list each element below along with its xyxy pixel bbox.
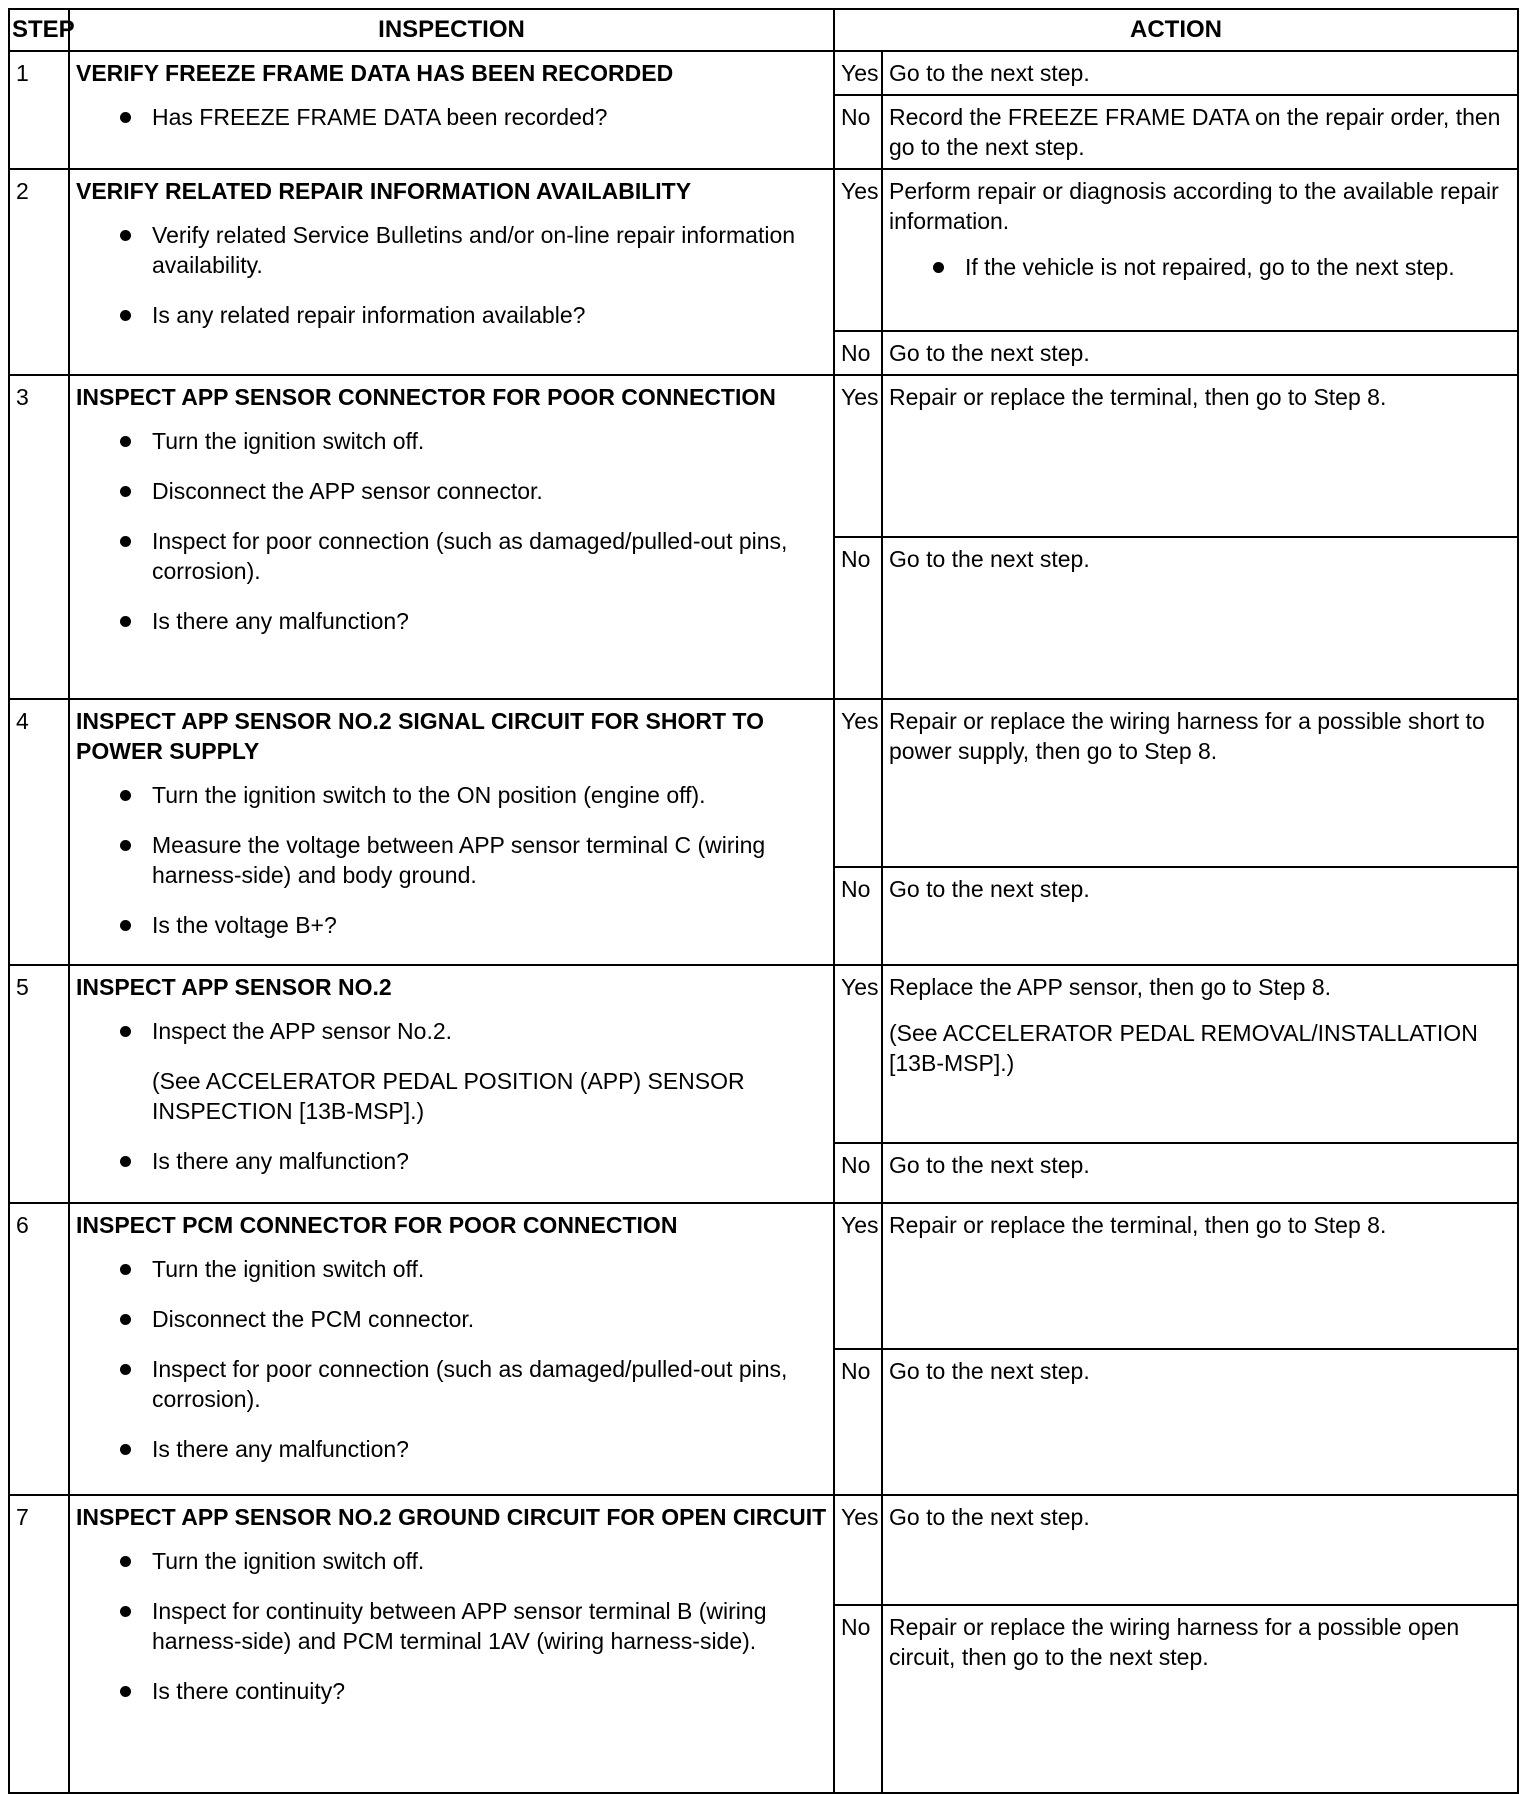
list-item: Turn the ignition switch off. — [76, 1254, 827, 1284]
no-action: Go to the next step. — [882, 1349, 1518, 1495]
bullet-icon — [120, 112, 131, 123]
step-number: 2 — [9, 169, 69, 375]
step-number: 5 — [9, 965, 69, 1203]
table-row — [9, 1203, 1518, 1349]
bullet-icon — [120, 790, 131, 801]
table-row — [9, 375, 1518, 537]
bullet-icon — [120, 840, 131, 851]
no-action: Go to the next step. — [882, 331, 1518, 375]
table-row — [9, 1495, 1518, 1605]
inspection-cell — [69, 169, 834, 375]
list-item: Turn the ignition switch off. — [76, 1546, 827, 1576]
step-title: VERIFY FREEZE FRAME DATA HAS BEEN RECORDED — [76, 60, 674, 86]
yes-label: Yes — [834, 1495, 882, 1605]
inspection-cell — [69, 51, 834, 169]
yes-action: Go to the next step. — [882, 51, 1518, 95]
list-item: Inspect for poor connection (such as damaged/pulled-out pins, corrosion). — [76, 526, 827, 586]
yes-action-cell — [882, 169, 1518, 331]
no-label: No — [834, 867, 882, 965]
step-title: INSPECT APP SENSOR CONNECTOR FOR POOR CONNECTION — [76, 384, 776, 410]
bullet-icon — [120, 486, 131, 497]
bullet-icon — [120, 1444, 131, 1455]
no-label: No — [834, 331, 882, 375]
list-item: Disconnect the APP sensor connector. — [76, 476, 827, 506]
list-item: Inspect for poor connection (such as damaged/pulled-out pins, corrosion). — [76, 1354, 827, 1414]
no-action: Go to the next step. — [882, 537, 1518, 699]
no-label: No — [834, 1349, 882, 1495]
inspection-cell — [69, 375, 834, 699]
step-number: 3 — [9, 375, 69, 699]
no-label: No — [834, 537, 882, 699]
step-number: 4 — [9, 699, 69, 965]
no-action: Record the FREEZE FRAME DATA on the repair order, then go to the next step. — [882, 95, 1518, 169]
yes-action: Replace the APP sensor, then go to Step 8. — [889, 974, 1331, 1000]
bullet-icon — [120, 1364, 131, 1375]
no-label: No — [834, 95, 882, 169]
table-row — [9, 965, 1518, 1143]
reference-note: (See ACCELERATOR PEDAL POSITION (APP) SENSOR INSPECTION [13B-MSP].) — [152, 1068, 745, 1124]
step-title: VERIFY RELATED REPAIR INFORMATION AVAILABILITY — [76, 178, 692, 204]
header-inspection: INSPECTION — [69, 9, 834, 51]
no-label: No — [834, 1143, 882, 1203]
header-action: ACTION — [834, 9, 1518, 51]
bullet-icon — [120, 1686, 131, 1697]
no-action: Go to the next step. — [882, 1143, 1518, 1203]
yes-label: Yes — [834, 375, 882, 537]
yes-action: Repair or replace the wiring harness for a possible short to power supply, then go to Step 8. — [882, 699, 1518, 867]
yes-action: Repair or replace the terminal, then go to Step 8. — [882, 375, 1518, 537]
yes-label: Yes — [834, 699, 882, 867]
bullet-icon — [120, 1556, 131, 1567]
bullet-icon — [120, 436, 131, 447]
yes-action-cell — [882, 965, 1518, 1143]
yes-action: Perform repair or diagnosis according to the available repair information. — [889, 178, 1499, 234]
table-row — [9, 51, 1518, 95]
yes-action: Go to the next step. — [882, 1495, 1518, 1605]
list-item: Verify related Service Bulletins and/or on-line repair information availability. — [76, 220, 827, 280]
list-item: Is there any malfunction? — [76, 1434, 827, 1464]
list-item: Inspect the APP sensor No.2. — [76, 1016, 827, 1046]
step-title: INSPECT APP SENSOR NO.2 — [76, 974, 392, 1000]
step-number: 6 — [9, 1203, 69, 1495]
list-item: If the vehicle is not repaired, go to the next step. — [889, 252, 1511, 282]
table-row — [9, 699, 1518, 867]
inspection-cell — [69, 699, 834, 965]
inspection-cell — [69, 965, 834, 1203]
bullet-icon — [120, 1264, 131, 1275]
list-item: Turn the ignition switch off. — [76, 426, 827, 456]
yes-label: Yes — [834, 169, 882, 331]
step-number: 1 — [9, 51, 69, 169]
yes-label: Yes — [834, 965, 882, 1143]
list-item: Is there any malfunction? — [76, 606, 827, 636]
step-title: INSPECT PCM CONNECTOR FOR POOR CONNECTION — [76, 1212, 678, 1238]
bullet-icon — [120, 1026, 131, 1037]
yes-action: Repair or replace the terminal, then go to Step 8. — [882, 1203, 1518, 1349]
no-action: Go to the next step. — [882, 867, 1518, 965]
bullet-icon — [120, 616, 131, 627]
list-item: Measure the voltage between APP sensor terminal C (wiring harness-side) and body ground. — [76, 830, 827, 890]
bullet-icon — [933, 262, 944, 273]
bullet-icon — [120, 920, 131, 931]
table-row — [9, 169, 1518, 331]
bullet-icon — [120, 1314, 131, 1325]
list-item: Has FREEZE FRAME DATA been recorded? — [76, 102, 827, 132]
reference-note: (See ACCELERATOR PEDAL REMOVAL/INSTALLATION [13B-MSP].) — [889, 1020, 1478, 1076]
bullet-icon — [120, 1606, 131, 1617]
step-number: 7 — [9, 1495, 69, 1793]
yes-label: Yes — [834, 1203, 882, 1349]
inspection-cell — [69, 1203, 834, 1495]
list-item: Is any related repair information available? — [76, 300, 827, 330]
bullet-icon — [120, 536, 131, 547]
list-item: Disconnect the PCM connector. — [76, 1304, 827, 1334]
list-item: Is there any malfunction? — [76, 1146, 827, 1176]
diagnostic-procedure-table — [8, 8, 1519, 1794]
list-item: Is the voltage B+? — [76, 910, 827, 940]
no-action: Repair or replace the wiring harness for a possible open circuit, then go to the next step. — [882, 1605, 1518, 1793]
list-item: Inspect for continuity between APP sensor terminal B (wiring harness-side) and PCM terminal 1AV (wiring harness-side). — [76, 1596, 827, 1656]
step-title: INSPECT APP SENSOR NO.2 SIGNAL CIRCUIT FOR SHORT TO POWER SUPPLY — [76, 708, 764, 764]
header-row — [9, 9, 1518, 51]
yes-label: Yes — [834, 51, 882, 95]
inspection-cell — [69, 1495, 834, 1793]
bullet-icon — [120, 310, 131, 321]
step-title: INSPECT APP SENSOR NO.2 GROUND CIRCUIT FOR OPEN CIRCUIT — [76, 1504, 827, 1530]
header-step: STEP — [9, 9, 69, 51]
bullet-icon — [120, 230, 131, 241]
list-item: Is there continuity? — [76, 1676, 827, 1706]
bullet-icon — [120, 1156, 131, 1167]
no-label: No — [834, 1605, 882, 1793]
list-item: Turn the ignition switch to the ON position (engine off). — [76, 780, 827, 810]
